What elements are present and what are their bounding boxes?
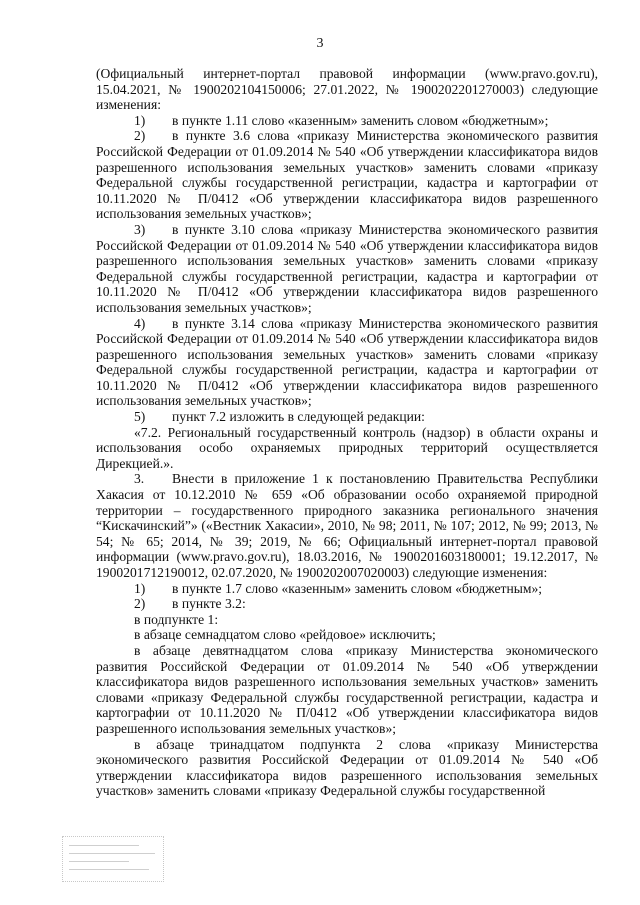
paragraph: в абзаце тринадцатом подпункта 2 слова «приказу Министерства экономического развития Российской Федерации от 01.09.2014 № 540 «Об утверждении классификатора видов разрешенного использования земельных участков» заменить словами «приказу Федеральной службы государственной: [96, 736, 598, 799]
paragraph: в абзаце девятнадцатом слова «приказу Министерства экономического развития Российской Федерации от 01.09.2014 № 540 «Об утверждении классификатора видов разрешенного использования земельных участков» заменить словами «приказу Федеральной службы государственной регистрации, кадастра и картографии от 10.11.2020 № П/0412 «Об утверждении классификатора видов разрешенного использования земельных участков»;: [96, 642, 598, 736]
paragraph: «7.2. Региональный государственный контроль (надзор) в области охраны и использования особо охраняемых природных территорий осуществляется Дирекцией.».: [96, 424, 598, 471]
list-item: 5) пункт 7.2 изложить в следующей редакции:: [134, 409, 425, 425]
list-item: 1) в пункте 1.11 слово «казенным» заменить словом «бюджетным»;: [134, 112, 549, 128]
list-item: 1) в пункте 1.7 слово «казенным» заменить словом «бюджетным»;: [134, 580, 543, 596]
faint-stamp: [62, 836, 164, 882]
page-number: 3: [316, 36, 324, 51]
list-item: 3) в пункте 3.10 слова «приказу Министерства экономического развития Российской Федерации от 01.09.2014 № 540 «Об утверждении классификатора видов разрешенного использования земельных участков» заменить словами «приказу Федеральной службы государственной регистрации, кадастра и картографии от 10.11.2020 № П/0412 «Об утверждении классификатора видов разрешенного использования земельных участков»;: [96, 221, 598, 315]
paragraph: в подпункте 1:: [134, 611, 219, 627]
list-item: 3. Внести в приложение 1 к постановлению Правительства Республики Хакасия от 10.12.2010 № 659 «Об образовании особо охраняемой природной территории – государственного природного заказника регионального значения “Кискачинский”» («Вестник Хакасии», 2010, № 98; 2011, № 107; 2012, № 99; 2013, № 54; № 65; 2014, № 39; 2019, № 66; Официальный интернет-портал правовой информации (www.pravo.gov.ru), 18.03.2016, № 1900201603180001; 19.12.2017, № 1900201712190012, 02.07.2020, № 1900202007020003) следующие изменения:: [96, 471, 598, 580]
paragraph: (Официальный интернет-портал правовой информации (www.pravo.gov.ru), 15.04.2021, № 1900202104150006; 27.01.2022, № 1900202201270003) следующие изменения:: [96, 66, 598, 113]
paragraph: в абзаце семнадцатом слово «рейдовое» исключить;: [134, 627, 436, 643]
list-item: 2) в пункте 3.2:: [134, 596, 246, 612]
document-body: [96, 66, 598, 799]
list-item: 4) в пункте 3.14 слова «приказу Министерства экономического развития Российской Федерации от 01.09.2014 № 540 «Об утверждении классификатора видов разрешенного использования земельных участков» заменить словами «приказу Федеральной службы государственной регистрации, кадастра и картографии от 10.11.2020 № П/0412 «Об утверждении классификатора видов разрешенного использования земельных участков»;: [96, 315, 598, 409]
list-item: 2) в пункте 3.6 слова «приказу Министерства экономического развития Российской Федерации от 01.09.2014 № 540 «Об утверждении классификатора видов разрешенного использования земельных участков» заменить словами «приказу Федеральной службы государственной регистрации, кадастра и картографии от 10.11.2020 № П/0412 «Об утверждении классификатора видов разрешенного использования земельных участков»;: [96, 128, 598, 222]
